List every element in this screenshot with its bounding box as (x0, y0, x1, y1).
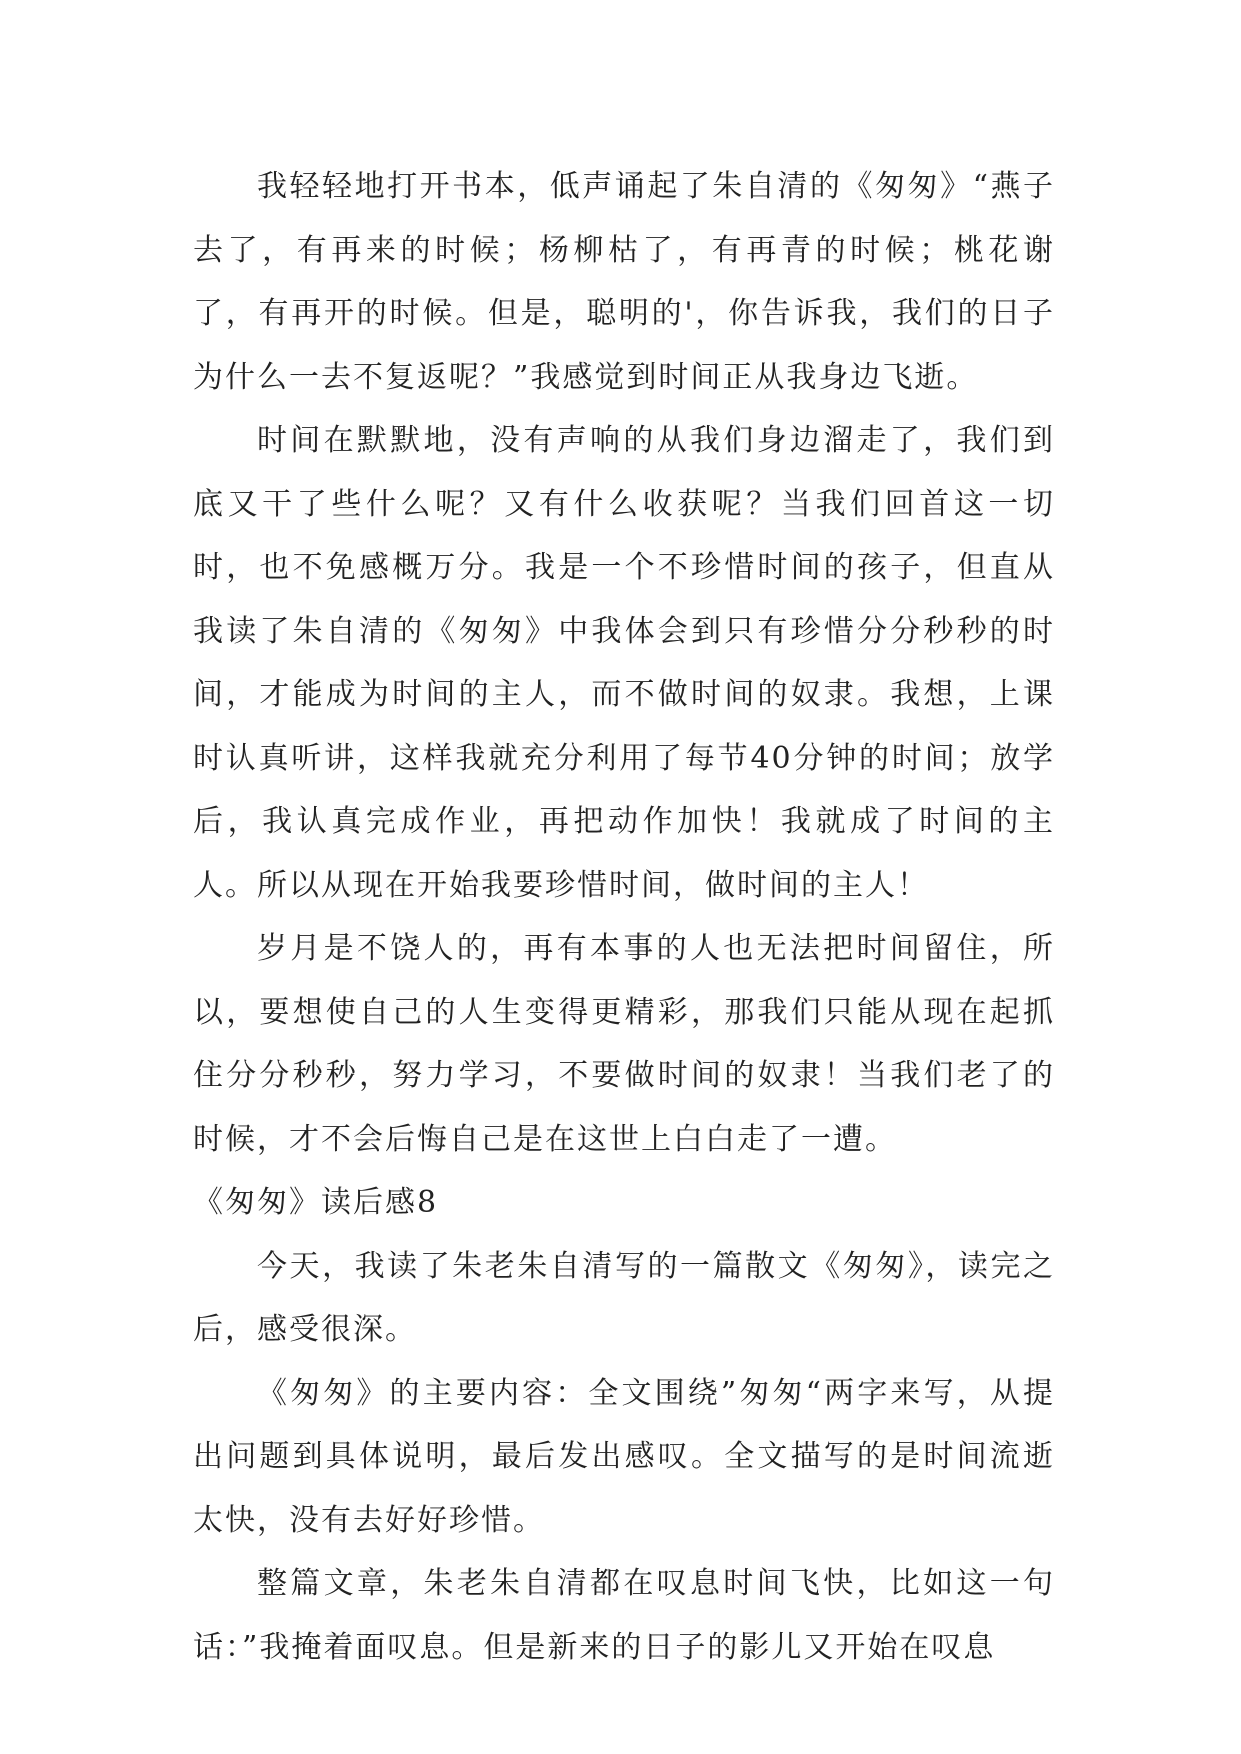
paragraph: 整篇文章，朱老朱自清都在叹息时间飞快，比如这一句话：”我掩着面叹息。但是新来的日子的影儿又开始在叹息 (193, 1566, 1055, 1665)
section-title: 《匆匆》读后感8 (193, 1185, 439, 1220)
paragraph: 岁月是不饶人的，再有本事的人也无法把时间留住，所以，要想使自己的人生变得更精彩，那我们只能从现在起抓住分分秒秒，努力学习，不要做时间的奴隶！当我们老了的时候，才不会后悔自己是在这世上白白走了一遭。 (193, 931, 1055, 1157)
document-page (193, 155, 1055, 1679)
paragraph: 时间在默默地，没有声响的从我们身边溜走了，我们到底又干了些什么呢？又有什么收获呢？当我们回首这一切时，也不免感概万分。我是一个不珍惜时间的孩子，但直从我读了朱自清的《匆匆》中我体会到只有珍惜分分秒秒的时间，才能成为时间的主人，而不做时间的奴隶。我想，上课时认真听讲，这样我就充分利用了每节40分钟的时间；放学后，我认真完成作业，再把动作加快！我就成了时间的主人。所以从现在开始我要珍惜时间，做时间的主人！ (193, 423, 1055, 903)
paragraph: 《匆匆》的主要内容：全文围绕”匆匆“两字来写，从提出问题到具体说明，最后发出感叹。全文描写的是时间流逝太快，没有去好好珍惜。 (193, 1375, 1055, 1538)
paragraph: 今天，我读了朱老朱自清写的一篇散文《匆匆》，读完之后，感受很深。 (193, 1248, 1055, 1347)
paragraph: 我轻轻地打开书本，低声诵起了朱自清的《匆匆》“燕子去了，有再来的时候；杨柳枯了，有再青的时候；桃花谢了，有再开的时候。但是，聪明的'，你告诉我，我们的日子为什么一去不复返呢？”我感觉到时间正从我身边飞逝。 (193, 169, 1055, 395)
